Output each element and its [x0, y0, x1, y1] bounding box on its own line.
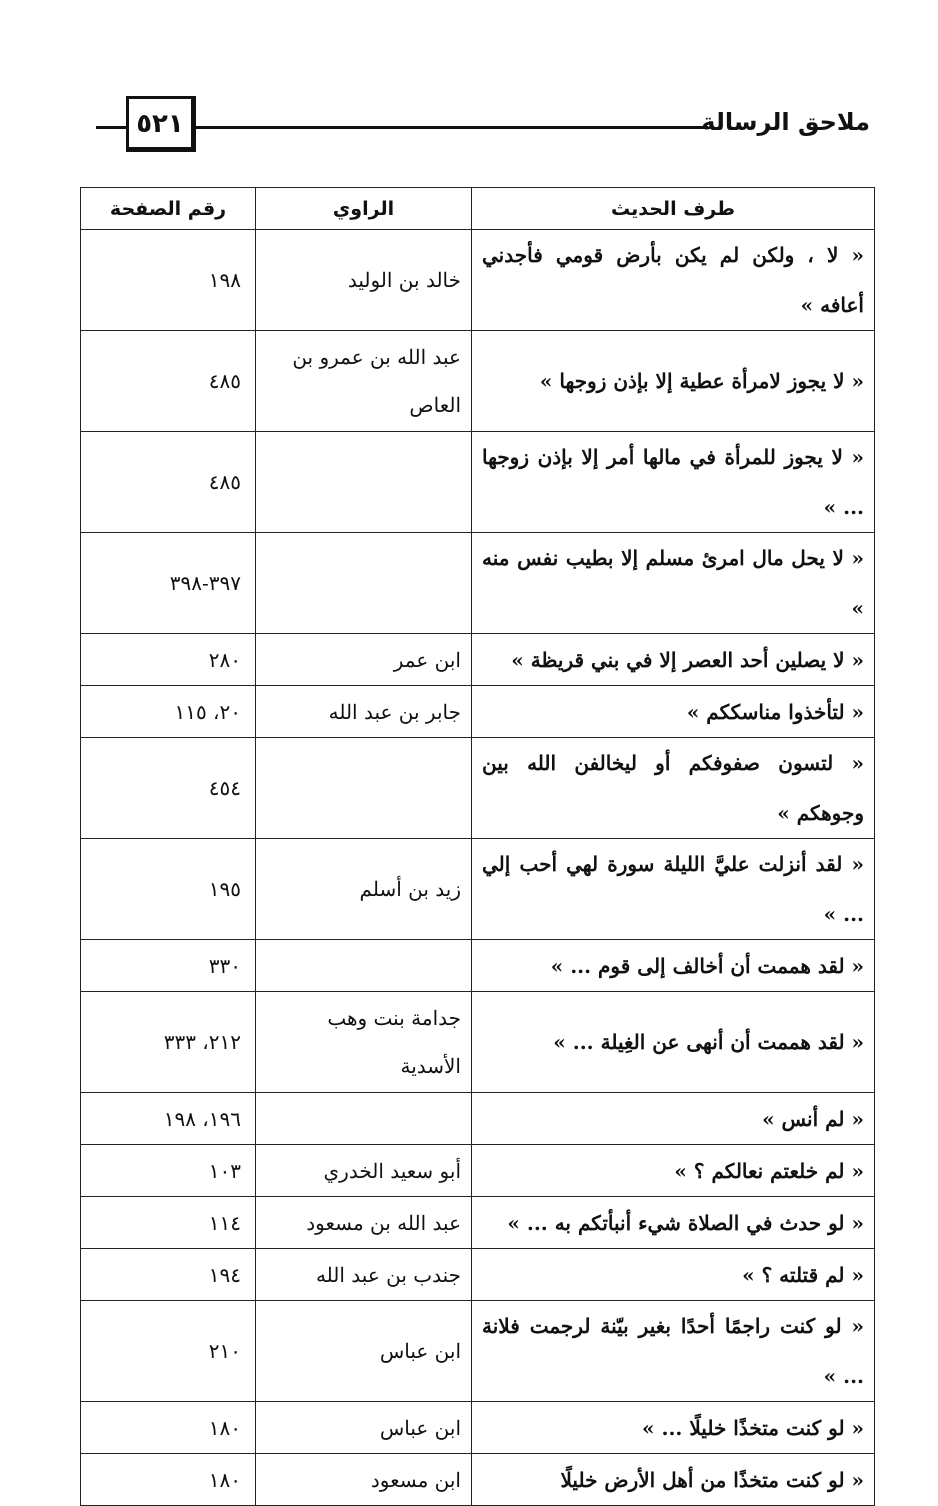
narrator-cell: ابن عباس — [256, 1402, 472, 1454]
page-number-cell: ٢١٠ — [81, 1301, 256, 1402]
page-number-box — [126, 96, 196, 152]
page-number-cell: ١١٤ — [81, 1197, 256, 1249]
table-row — [81, 634, 875, 686]
narrator-cell: ابن عمر — [256, 634, 472, 686]
table-row — [81, 1197, 875, 1249]
hadith-cell: « لا ، ولكن لم يكن بأرض قومي فأجدني أعافه » — [472, 230, 875, 331]
hadith-index-table — [80, 187, 875, 1506]
column-header-narrator: الراوي — [256, 188, 472, 230]
table-row — [81, 1093, 875, 1145]
page-number-cell: ١٠٣ — [81, 1145, 256, 1197]
narrator-cell: جدامة بنت وهب الأسدية — [256, 992, 472, 1093]
column-header-pages: رقم الصفحة — [81, 188, 256, 230]
hadith-cell: « لم قتلته ؟ » — [472, 1249, 875, 1301]
page-number-cell: ٤٥٤ — [81, 738, 256, 839]
hadith-cell: « لو كنت متخذًا خليلًا ... » — [472, 1402, 875, 1454]
hadith-cell: « لو كنت متخذًا من أهل الأرض خليلًا — [472, 1454, 875, 1506]
narrator-cell: زيد بن أسلم — [256, 839, 472, 940]
hadith-cell: « لا يجوز لامرأة عطية إلا بإذن زوجها » — [472, 331, 875, 432]
narrator-cell — [256, 940, 472, 992]
hadith-cell: « لم خلعتم نعالكم ؟ » — [472, 1145, 875, 1197]
page-number-cell: ١٩٤ — [81, 1249, 256, 1301]
page-number-cell: ٣٣٠ — [81, 940, 256, 992]
hadith-cell: « لقد هممت أن أخالف إلى قوم ... » — [472, 940, 875, 992]
narrator-cell: عبد الله بن مسعود — [256, 1197, 472, 1249]
table-row — [81, 940, 875, 992]
narrator-cell: ابن عباس — [256, 1301, 472, 1402]
narrator-cell: خالد بن الوليد — [256, 230, 472, 331]
table-row — [81, 1249, 875, 1301]
table-row — [81, 1301, 875, 1402]
table-row — [81, 1145, 875, 1197]
hadith-cell: « لقد أنزلت عليَّ الليلة سورة لهي أحب إلي ... » — [472, 839, 875, 940]
running-head — [96, 96, 870, 158]
hadith-cell: « لو حدث في الصلاة شيء أنبأتكم به ... » — [472, 1197, 875, 1249]
table-row — [81, 992, 875, 1093]
table-row — [81, 839, 875, 940]
page-number: ٥٢١ — [136, 109, 184, 139]
narrator-cell: جابر بن عبد الله — [256, 686, 472, 738]
narrator-cell — [256, 432, 472, 533]
page-number-cell: ١٨٠ — [81, 1454, 256, 1506]
hadith-cell: « لا يجوز للمرأة في مالها أمر إلا بإذن زوجها ... » — [472, 432, 875, 533]
narrator-cell: أبو سعيد الخدري — [256, 1145, 472, 1197]
hadith-cell: « لتأخذوا مناسككم » — [472, 686, 875, 738]
narrator-cell — [256, 738, 472, 839]
narrator-cell — [256, 1093, 472, 1145]
narrator-cell: ابن مسعود — [256, 1454, 472, 1506]
hadith-cell: « لقد هممت أن أنهى عن الغِيلة ... » — [472, 992, 875, 1093]
narrator-cell: عبد الله بن عمرو بن العاص — [256, 331, 472, 432]
table-row — [81, 738, 875, 839]
column-header-hadith: طرف الحديث — [472, 188, 875, 230]
narrator-cell — [256, 533, 472, 634]
page-number-cell: ١٩٨ — [81, 230, 256, 331]
page-number-cell: ٤٨٥ — [81, 432, 256, 533]
hadith-cell: « لو كنت راجمًا أحدًا بغير بيّنة لرجمت فلانة ... » — [472, 1301, 875, 1402]
page-number-cell: ١٨٠ — [81, 1402, 256, 1454]
section-title: ملاحق الرسالة — [701, 108, 870, 136]
narrator-cell: جندب بن عبد الله — [256, 1249, 472, 1301]
hadith-cell: « لم أنس » — [472, 1093, 875, 1145]
table-row — [81, 533, 875, 634]
table-row — [81, 686, 875, 738]
page-number-cell: ٢٨٠ — [81, 634, 256, 686]
table-row — [81, 230, 875, 331]
table-row — [81, 1454, 875, 1506]
page-number-cell: ١٩٦، ١٩٨ — [81, 1093, 256, 1145]
table-header-row — [81, 188, 875, 230]
page-number-cell: ٤٨٥ — [81, 331, 256, 432]
hadith-cell: « لتسون صفوفكم أو ليخالفن الله بين وجوهكم » — [472, 738, 875, 839]
table-row — [81, 1402, 875, 1454]
page-number-cell: ٣٩٧-٣٩٨ — [81, 533, 256, 634]
hadith-cell: « لا يحل مال امرئ مسلم إلا بطيب نفس منه » — [472, 533, 875, 634]
page-number-cell: ١٩٥ — [81, 839, 256, 940]
page-number-cell: ٢١٢، ٣٣٣ — [81, 992, 256, 1093]
table-row — [81, 432, 875, 533]
table-row — [81, 331, 875, 432]
page-number-cell: ٢٠، ١١٥ — [81, 686, 256, 738]
hadith-cell: « لا يصلين أحد العصر إلا في بني قريظة » — [472, 634, 875, 686]
